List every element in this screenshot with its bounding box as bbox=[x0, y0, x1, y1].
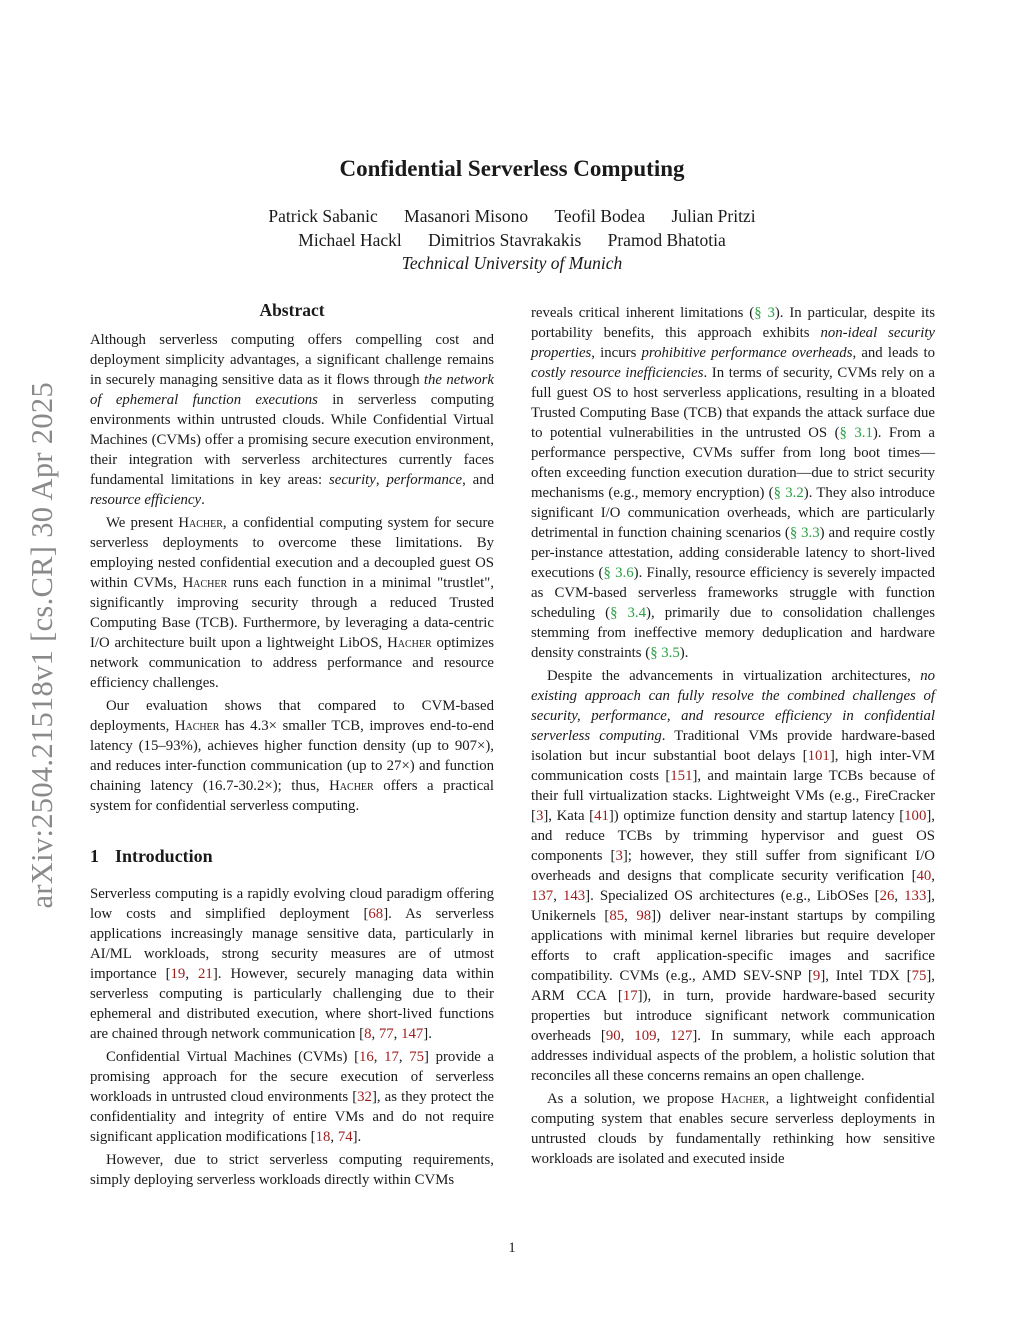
author-name: Patrick Sabanic bbox=[268, 206, 378, 226]
system-name: Hacher bbox=[720, 1091, 766, 1107]
citation-link[interactable]: 109 bbox=[634, 1028, 657, 1044]
paper-title: Confidential Serverless Computing bbox=[339, 156, 685, 181]
intro-paragraph-3: However, due to strict serverless computing requirements, simply deploying serverless workloads directly within CVMs bbox=[90, 1152, 494, 1188]
page-number: 1 bbox=[508, 1240, 516, 1256]
citation-link[interactable]: 100 bbox=[904, 808, 927, 824]
intro-paragraph-3-continued: reveals critical inherent limitations (§ 3). In particular, despite its portability benefits, this approach exhibits non-ideal security properties, incurs prohibitive performance overheads, and leads to costly resource inefficiencies. In terms of security, CVMs rely on a full guest OS to host serverless applications, resulting in a bloated Trusted Computing Base (TCB) that expands the attack surface due to potential vulnerabilities in the untrusted OS (§ 3.1). From a performance perspective, CVMs suffer from long boot times—often exceeding function execution duration—due to strict security mechanisms (e.g., memory encryption) (§ 3.2). They also introduce significant I/O communication overheads, which are particularly detrimental in function chaining scenarios (§ 3.3) and require costly per-instance attestation, adding considerable latency to short-lived executions (§ 3.6). Finally, resource efficiency is severely impacted as CVM-based serverless frameworks struggle with function scheduling (§ 3.4), primarily due to consolidation challenges stemming from ineffective memory deduplication and hardware density constraints (§ 3.5). bbox=[531, 305, 936, 661]
system-name: Hacher bbox=[387, 635, 432, 651]
system-name: Hacher bbox=[174, 718, 220, 734]
arxiv-identifier bbox=[20, 350, 64, 940]
citation-link[interactable]: 8 bbox=[364, 1026, 372, 1042]
citation-link[interactable]: 18 bbox=[315, 1129, 331, 1145]
citation-link[interactable]: 85 bbox=[609, 908, 625, 924]
citation-link[interactable]: 90 bbox=[605, 1028, 621, 1044]
citation-link[interactable]: 137 bbox=[531, 888, 554, 904]
citation-link[interactable]: 17 bbox=[622, 988, 638, 1004]
citation-link[interactable]: 26 bbox=[879, 888, 895, 904]
section-ref-link[interactable]: § 3.5 bbox=[650, 645, 680, 661]
intro-paragraph-5: As a solution, we propose Hacher, a lightweight confidential computing system that enables secure serverless deployments in untrusted clouds by fundamentally rethinking how sensitive workloads are isolated and executed inside bbox=[531, 1091, 935, 1167]
author-name: Teofil Bodea bbox=[554, 206, 646, 226]
citation-link[interactable]: 101 bbox=[807, 748, 830, 764]
citation-link[interactable]: 133 bbox=[904, 888, 927, 904]
system-name: Hacher bbox=[178, 515, 223, 531]
author-row-1 bbox=[0, 205, 1024, 229]
author-name: Pramod Bhatotia bbox=[607, 229, 726, 250]
arxiv-identifier-text: arXiv:2504.21518v1 [cs.CR] 30 Apr 2025 bbox=[24, 381, 59, 909]
section-ref-link[interactable]: § 3.1 bbox=[839, 425, 873, 441]
citation-link[interactable]: 77 bbox=[378, 1026, 394, 1042]
section-ref-link[interactable]: § 3.4 bbox=[610, 605, 647, 621]
citation-link[interactable]: 16 bbox=[359, 1049, 374, 1065]
abstract-paragraph-2: We present Hacher, a confidential computing system for secure serverless deployments to overcome these limitations. By employing nested confidential execution and a decoupled guest OS within CVMs, Hacher runs each function in a minimal "trustlet", significantly improving security through a reduced Trusted Computing Base (TCB). Furthermore, by leveraging a data-centric I/O architecture built upon a lightweight LibOS, Hacher optimizes network communication to address performance and resource efficiency challenges. bbox=[90, 515, 495, 691]
author-name: Michael Hackl bbox=[298, 229, 402, 250]
citation-link[interactable]: 75 bbox=[911, 968, 927, 984]
citation-link[interactable]: 74 bbox=[337, 1129, 353, 1145]
citation-link[interactable]: 32 bbox=[357, 1089, 372, 1105]
citation-link[interactable]: 19 bbox=[170, 966, 186, 982]
left-column bbox=[90, 298, 494, 1190]
author-name: Masanori Misono bbox=[404, 206, 529, 226]
citation-link[interactable]: 9 bbox=[812, 968, 821, 984]
intro-paragraph-1: Serverless computing is a rapidly evolving cloud paradigm offering low costs and simplified deployment [68]. As serverless applications increasingly manage sensitive data, particularly in AI/ML workloads, strong security measures are of utmost importance [19, 21]. However, securely managing data within serverless computing is particularly challenging due to their ephemeral and distributed execution, where short-lived functions are chained through network communication [8, 77, 147]. bbox=[90, 886, 494, 1042]
system-name: Hacher bbox=[182, 575, 228, 591]
intro-paragraph-4: Despite the advancements in virtualization architectures, no existing approach can fully resolve the combined challenges of security, performance, and resource efficiency in confidential serverless computing. Traditional VMs provide hardware-based isolation but incur substantial boot delays [101], high inter-VM communication costs [151], and maintain large TCBs because of their full virtualization stacks. Lightweight VMs (e.g., FireCracker [3], Kata [41]) optimize function density and startup latency [100], and reduce TCBs by trimming hypervisor and guest OS components [3]; however, they still suffer from significant I/O overheads and designs that complicate security verification [40, 137, 143]. Specialized OS architectures (e.g., LibOSes [26, 133], Unikernels [85, 98]) deliver near-instant startups by compiling applications with minimal kernel libraries but require developer efforts to craft application-specific images and sacrifice compatibility. CVMs (e.g., AMD SEV-SNP [9], Intel TDX [75], ARM CCA [17]), in turn, provide hardware-based security properties but introduce significant network communication overheads [90, 109, 127]. In summary, while each approach addresses individual aspects of the problem, a holistic solution that reconciles all these concerns remains an open challenge. bbox=[531, 668, 936, 1084]
section-heading-introduction: 1 Introduction bbox=[90, 846, 213, 866]
citation-link[interactable]: 147 bbox=[401, 1026, 424, 1042]
section-ref-link[interactable]: § 3 bbox=[754, 305, 775, 321]
citation-link[interactable]: 98 bbox=[636, 908, 652, 924]
citation-link[interactable]: 151 bbox=[670, 768, 693, 784]
section-ref-link[interactable]: § 3.3 bbox=[789, 525, 820, 541]
citation-link[interactable]: 3 bbox=[615, 848, 623, 864]
system-name: Hacher bbox=[329, 778, 374, 794]
citation-link[interactable]: 75 bbox=[409, 1049, 425, 1065]
citation-link[interactable]: 17 bbox=[384, 1049, 399, 1065]
section-ref-link[interactable]: § 3.6 bbox=[603, 565, 634, 581]
citation-link[interactable]: 143 bbox=[562, 888, 586, 904]
right-column bbox=[531, 303, 935, 1169]
citation-link[interactable]: 127 bbox=[670, 1028, 693, 1044]
citation-link[interactable]: 21 bbox=[198, 966, 213, 982]
author-row-2 bbox=[0, 229, 1024, 253]
abstract-paragraph-3: Our evaluation shows that compared to CVM-based deployments, Hacher has 4.3× smaller TCB, improves end-to-end latency (15–93%), achieves higher function density (up to 907×), and reduces inter-function communication (up to 27×) and function chaining latency (16.7-30.2×); thus, Hacher offers a practical system for confidential serverless computing. bbox=[90, 698, 494, 814]
section-ref-link[interactable]: § 3.2 bbox=[773, 485, 804, 501]
abstract-paragraph-1: Although serverless computing offers compelling cost and deployment simplicity advantages, a significant challenge remains in securely managing sensitive data as it flows through the network of ephemeral function executions in serverless computing environments within untrusted clouds. While Confidential Virtual Machines (CVMs) offer a promising secure execution environment, their integration with serverless architectures currently faces fundamental limitations in key areas: security, performance, and resource efficiency. bbox=[90, 332, 495, 508]
affiliation: Technical University of Munich bbox=[401, 253, 623, 273]
citation-link[interactable]: 68 bbox=[368, 906, 384, 922]
citation-link[interactable]: 3 bbox=[535, 808, 544, 824]
author-block bbox=[0, 205, 1024, 276]
author-name: Julian Pritzi bbox=[671, 206, 756, 226]
intro-paragraph-2: Confidential Virtual Machines (CVMs) [16, 17, 75] provide a promising approach for the secure execution of serverless workloads in untrusted cloud environments [32], as they protect the confidentiality and integrity of entire VMs and do not require significant application modifications [18, 74]. bbox=[90, 1049, 494, 1145]
citation-link[interactable]: 41 bbox=[594, 808, 609, 824]
citation-link[interactable]: 40 bbox=[916, 868, 932, 884]
abstract-heading: Abstract bbox=[259, 300, 325, 320]
author-name: Dimitrios Stavrakakis bbox=[428, 229, 582, 250]
